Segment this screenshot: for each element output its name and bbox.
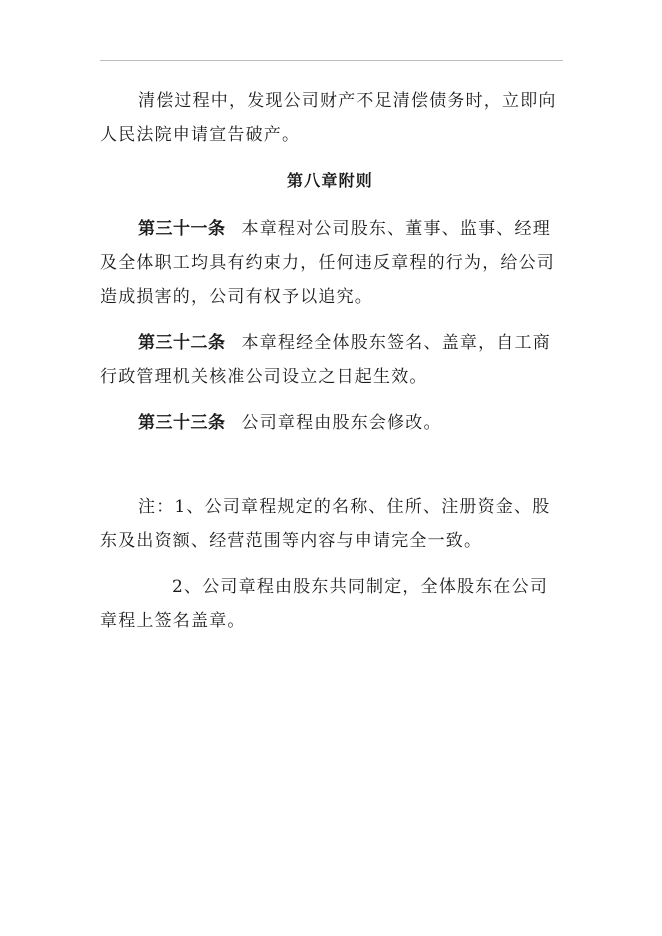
article-text: 本章程经全体股东签名、盖章，自工商行政管理机关核准公司设立之日起生效。 xyxy=(100,333,551,387)
article-label: 第三十二条 xyxy=(138,333,226,353)
notes-section xyxy=(100,490,560,638)
article-31 xyxy=(100,212,560,314)
article-text: 本章程对公司股东、董事、监事、经理及全体职工均具有约束力，任何违反章程的行为，给公司造成损害的，公司有权予以追究。 xyxy=(100,219,555,307)
article-text: 公司章程由股东会修改。 xyxy=(241,413,442,433)
note-2: 2、公司章程由股东共同制定，全体股东在公司章程上签名盖章。 xyxy=(100,577,549,631)
document-body xyxy=(100,84,560,650)
article-label: 第三十一条 xyxy=(138,219,226,239)
article-32 xyxy=(100,326,560,394)
header-rule xyxy=(100,60,563,61)
article-33 xyxy=(100,406,560,440)
note-1: 注：1、公司章程规定的名称、住所、注册资金、股东及出资额、经营范围等内容与申请完全一致。 xyxy=(100,497,551,551)
article-label: 第三十三条 xyxy=(138,413,226,433)
intro-paragraph: 清偿过程中，发现公司财产不足清偿债务时，立即向人民法院申请宣告破产。 xyxy=(100,91,557,145)
chapter-title: 第八章附则 xyxy=(286,171,373,190)
